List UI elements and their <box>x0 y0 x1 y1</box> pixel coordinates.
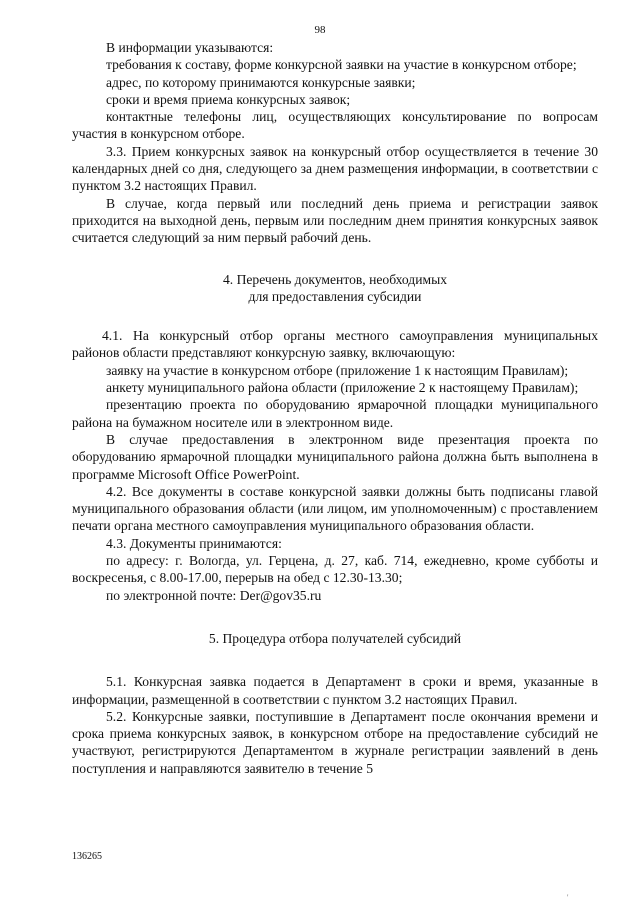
paragraph: В случае предоставления в электронном виде презентация проекта по оборудованию ярмарочной площадки муниципального района должна быть выполнена в программе Microsoft Office PowerPoint. <box>72 431 598 482</box>
corner-mark: ' <box>567 893 569 902</box>
paragraph: 5.1. Конкурсная заявка подается в Департамент в сроки и время, указанные в информации, размещенной в соответствии с пунктом 3.2 настоящих Правил. <box>72 674 598 707</box>
paragraph: В случае, когда первый или последний день приема и регистрации заявок приходится на выходной день, первым или последним днем принятия конкурсных заявок считается следующий за ним первый рабочий день. <box>72 195 598 246</box>
paragraph: контактные телефоны лиц, осуществляющих консультирование по вопросам участия в конкурсном отборе. <box>72 109 598 142</box>
paragraph: по электронной почте: Der@gov35.ru <box>106 587 322 603</box>
paragraph: 3.3. Прием конкурсных заявок на конкурсный отбор осуществляется в течение 30 календарных дней со дня, следующего за днем размещения информации, в соответствии с пунктом 3.2 настоящих Правил. <box>72 143 598 194</box>
paragraph: по адресу: г. Вологда, ул. Герцена, д. 27, каб. 714, ежедневно, кроме субботы и воскресенья, с 8.00-17.00, перерыв на обед с 12.30-13.30; <box>72 553 598 586</box>
document-body <box>72 39 598 777</box>
document-code: 136265 <box>72 851 102 862</box>
paragraph: адрес, по которому принимаются конкурсные заявки; <box>106 74 416 90</box>
paragraph: сроки и время приема конкурсных заявок; <box>106 91 351 107</box>
paragraph: 4.2. Все документы в составе конкурсной заявки должны быть подписаны главой муниципального образования области (или лицом, им уполномоченным) с проставлением печати органа местного самоуправления муниципального образования области. <box>72 483 598 534</box>
section-heading-line: для предоставления субсидии <box>248 288 422 304</box>
paragraph: 4.3. Документы принимаются: <box>106 535 282 551</box>
section-heading-line: 4. Перечень документов, необходимых <box>222 271 448 287</box>
paragraph: заявку на участие в конкурсном отборе (приложение 1 к настоящим Правилам); <box>106 362 569 378</box>
paragraph: требования к составу, форме конкурсной заявки на участие в конкурсном отборе; <box>106 57 577 73</box>
paragraph: анкету муниципального района области (приложение 2 к настоящему Правилам); <box>106 380 579 396</box>
section-heading <box>72 271 598 306</box>
paragraph: 4.1. На конкурсный отбор органы местного самоуправления муниципальных районов области представляют конкурсную заявку, включающую: <box>72 328 598 361</box>
paragraph: 5.2. Конкурсные заявки, поступившие в Департамент после окончания времени и срока приема конкурсных заявок, в конкурсном отборе на предоставление субсидий не участвуют, регистрируются Департаментом в журнале регистрации заявлений в день поступления и направляются заявителю в течение 5 <box>72 708 598 776</box>
paragraph: В информации указываются: <box>106 40 274 55</box>
section-heading: 5. Процедура отбора получателей субсидий <box>208 630 462 646</box>
page-number: 98 <box>314 24 326 36</box>
paragraph: презентацию проекта по оборудованию ярмарочной площадки муниципального района на бумажном носителе или в электронном виде. <box>72 397 598 430</box>
